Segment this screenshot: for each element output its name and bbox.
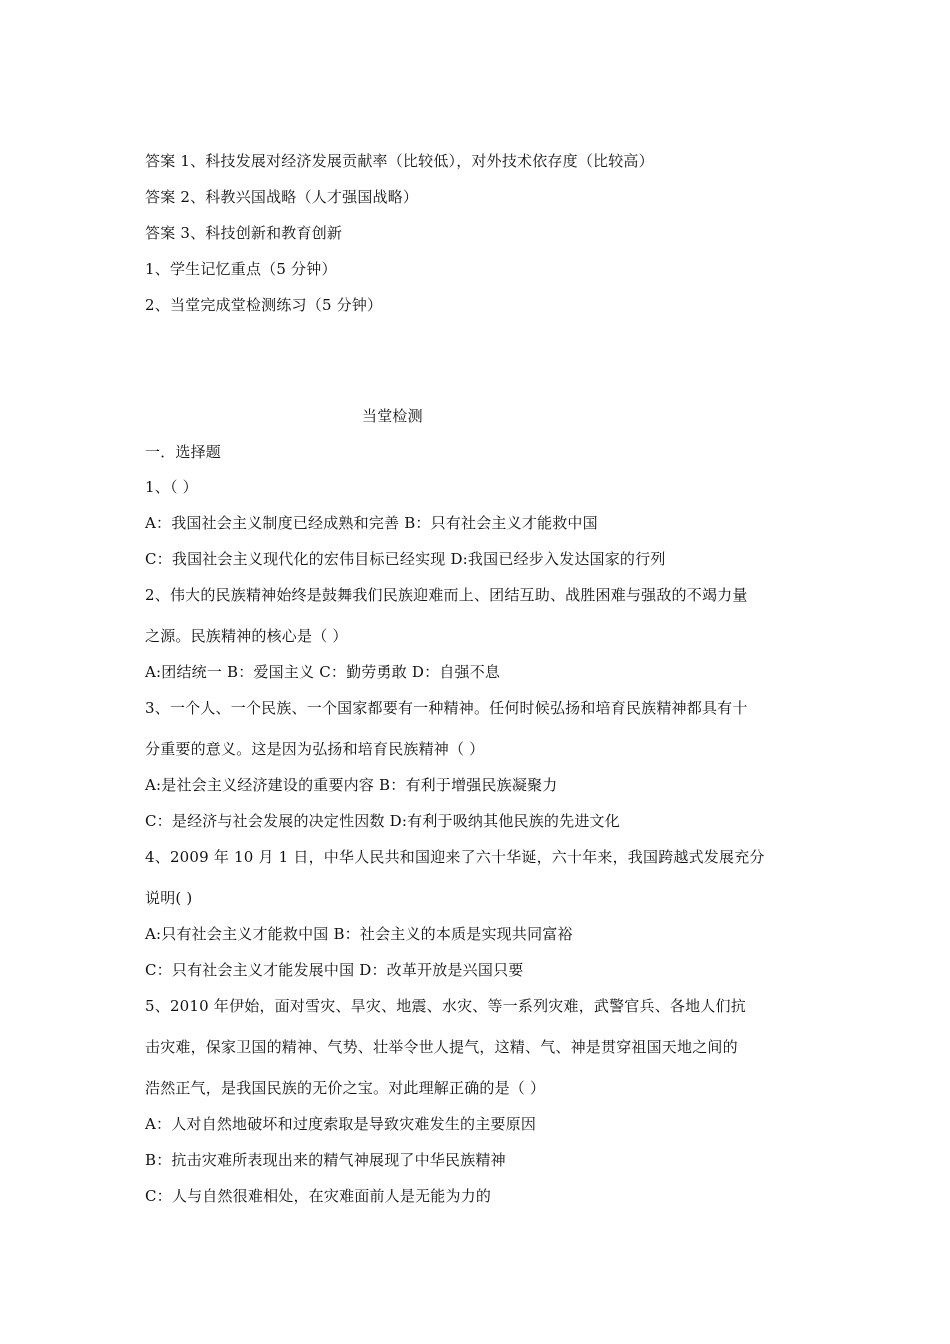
- question-5-stem-line-2: 击灾难，保家卫国的精神、气势、壮举令世人提气，这精、气、神是贯穿祖国天地之间的: [145, 1038, 738, 1056]
- question-3-stem-line-1: 3、一个人、一个民族、一个国家都要有一种精神。任何时候弘扬和培育民族精神都具有十: [145, 699, 748, 717]
- question-4-stem-line-1: 4、2009 年 10 月 1 日，中华人民共和国迎来了六十华诞，六十年来，我国跨越式发展充分: [145, 848, 765, 866]
- question-3-options-ab: A:是社会主义经济建设的重要内容 B：有利于增强民族凝聚力: [145, 776, 558, 794]
- question-4-options-cd: C：只有社会主义才能发展中国 D：改革开放是兴国只要: [145, 961, 524, 979]
- question-5-option-a: A：人对自然地破坏和过度索取是导致灾难发生的主要原因: [145, 1115, 537, 1133]
- question-1-options-cd: C：我国社会主义现代化的宏伟目标已经实现 D:我国已经步入发达国家的行列: [145, 550, 666, 568]
- answer-2: 答案 2、科教兴国战略（人才强国战略）: [145, 188, 419, 206]
- step-1: 1、学生记忆重点（5 分钟）: [145, 260, 337, 278]
- question-5-stem-line-3: 浩然正气，是我国民族的无价之宝。对此理解正确的是（ ）: [145, 1079, 546, 1097]
- question-5-option-b: B：抗击灾难所表现出来的精气神展现了中华民族精神: [145, 1151, 506, 1169]
- question-3-options-cd: C：是经济与社会发展的决定性因数 D:有利于吸纳其他民族的先进文化: [145, 812, 620, 830]
- question-4-stem-line-2: 说明( ): [145, 889, 193, 907]
- answer-3: 答案 3、科技创新和教育创新: [145, 224, 343, 242]
- section-heading: 一．选择题: [145, 443, 222, 461]
- question-1-options-ab: A：我国社会主义制度已经成熟和完善 B：只有社会主义才能救中国: [145, 514, 598, 532]
- question-2-stem-line-1: 2、伟大的民族精神始终是鼓舞我们民族迎难而上、团结互助、战胜困难与强敌的不竭力量: [145, 586, 748, 604]
- step-2: 2、当堂完成堂检测练习（5 分钟）: [145, 296, 383, 314]
- section-title: 当堂检测: [362, 407, 423, 425]
- answer-1: 答案 1、科技发展对经济发展贡献率（比较低），对外技术依存度（比较高）: [145, 152, 654, 170]
- question-5-stem-line-1: 5、2010 年伊始，面对雪灾、旱灾、地震、水灾、等一系列灾难，武警官兵、各地人们抗: [145, 997, 746, 1015]
- question-1-stem: 1、（ ）: [145, 478, 198, 496]
- question-3-stem-line-2: 分重要的意义。这是因为弘扬和培育民族精神（ ）: [145, 740, 485, 758]
- question-5-option-c: C：人与自然很难相处，在灾难面前人是无能为力的: [145, 1187, 492, 1205]
- question-4-options-ab: A:只有社会主义才能救中国 B：社会主义的本质是实现共同富裕: [145, 925, 573, 943]
- question-2-stem-line-2: 之源。民族精神的核心是（ ）: [145, 627, 348, 645]
- question-2-options: A:团结统一 B：爱国主义 C：勤劳勇敢 D：自强不息: [145, 663, 501, 681]
